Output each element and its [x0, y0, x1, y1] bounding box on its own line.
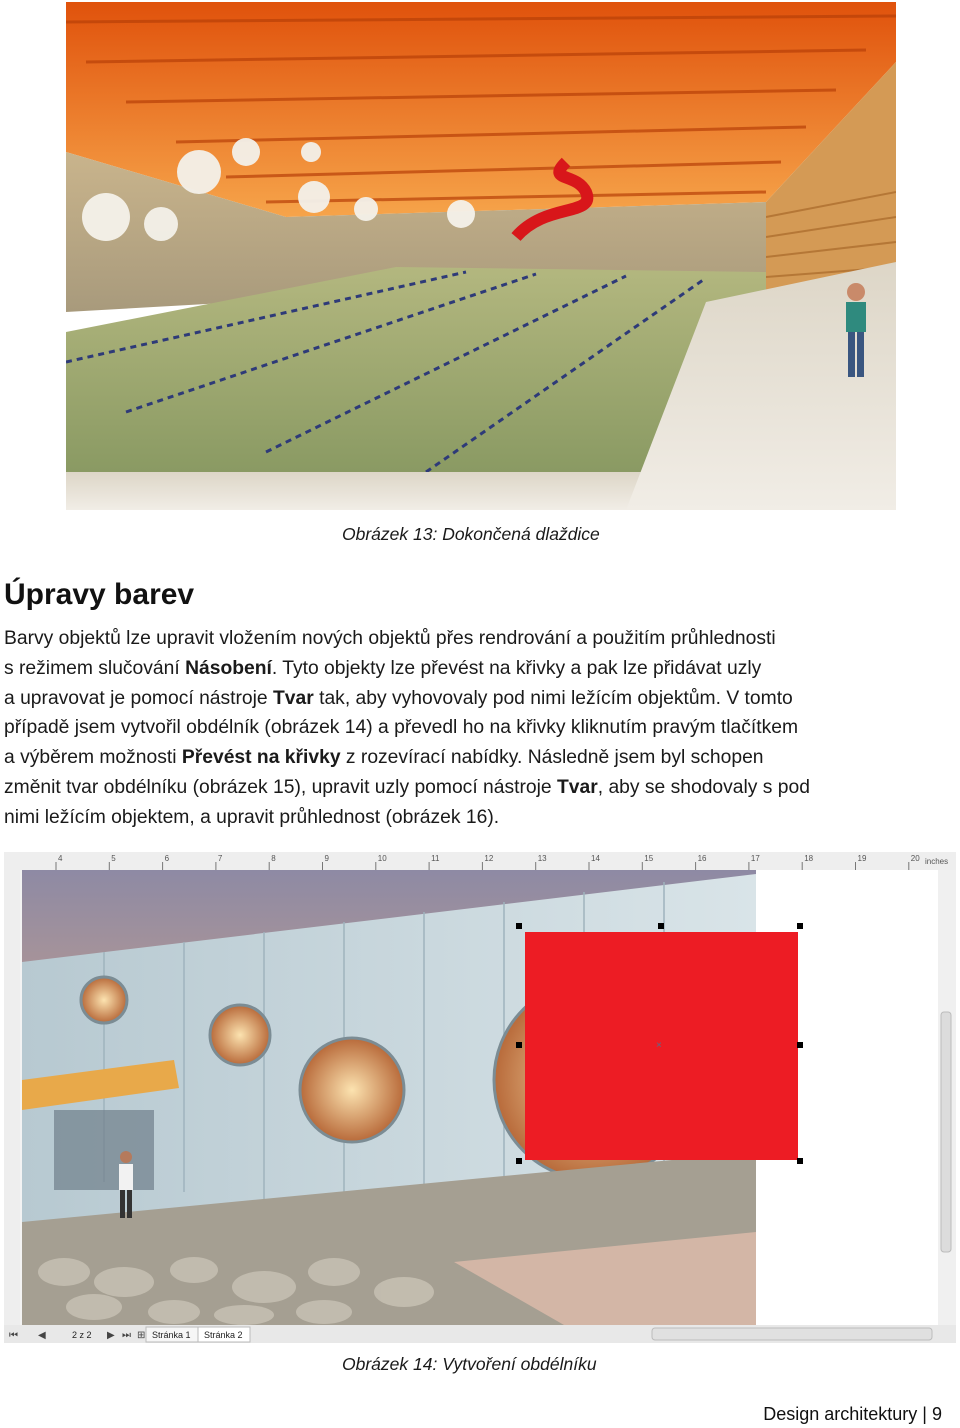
section-heading: Úpravy barev: [4, 578, 195, 611]
ruler-tick-label: 17: [750, 854, 760, 863]
tab-page-1-label: Stránka 1: [152, 1330, 191, 1340]
ruler-tick-label: 5: [111, 854, 116, 863]
text-run: tak, aby vyhovovaly pod nimi ležícím objektům. V tomto: [313, 687, 793, 709]
last-page-icon[interactable]: ⏭: [122, 1330, 131, 1341]
selection-handle[interactable]: [797, 1042, 803, 1048]
text-run: . Tyto objekty lze převést na křivky a pak lze přidávat uzly: [271, 657, 762, 679]
selection-handle[interactable]: [516, 1158, 522, 1164]
ruler-tick-label: 8: [271, 854, 276, 863]
top-ruler[interactable]: [4, 852, 956, 870]
text-run: nimi ležícím objektem, a upravit průhlednost (obrázek 16).: [4, 806, 500, 828]
paragraph-line: [4, 803, 960, 833]
figure-14-caption: Obrázek 14: Vytvoření obdélníku: [342, 1354, 597, 1374]
text-run: , aby se shodovaly s pod: [597, 776, 810, 798]
add-page-icon[interactable]: ⊞: [137, 1330, 146, 1341]
figure-14-editor-screenshot: [4, 852, 956, 1343]
ruler-tick-label: 6: [164, 854, 170, 863]
next-page-icon[interactable]: ▶: [107, 1330, 115, 1341]
ruler-tick-label: 13: [537, 854, 547, 863]
text-run: z rozevírací nabídky. Následně jsem byl schopen: [340, 747, 764, 769]
body-paragraph: [4, 624, 960, 833]
page-counter: 2 z 2: [72, 1330, 92, 1340]
ruler-tick-label: 10: [377, 854, 387, 863]
selection-handle[interactable]: [516, 923, 522, 929]
bold-term: Tvar: [273, 687, 314, 709]
text-run: Barvy objektů lze upravit vložením nových objektů přes rendrování a použitím průhlednosti: [4, 628, 776, 649]
page-footer: Design architektury | 9: [763, 1404, 942, 1424]
ruler-tick-label: 12: [484, 854, 494, 863]
text-run: a upravovat je pomocí nástroje: [4, 687, 274, 709]
ruler-tick-label: 11: [431, 854, 440, 863]
ruler-tick-label: 16: [697, 854, 707, 863]
text-run: případě jsem vytvořil obdélník (obrázek 14) a převedl ho na křivky kliknutím pravým tlačítkem: [4, 717, 799, 739]
ruler-tick-label: 4: [58, 854, 63, 863]
prev-page-icon[interactable]: ◀: [38, 1330, 46, 1341]
selection-handle[interactable]: [797, 923, 803, 929]
bold-term: Násobení: [185, 657, 272, 679]
ruler-unit-label: inches: [925, 857, 949, 866]
text-run: a výběrem možnosti: [4, 747, 182, 769]
bold-term: Tvar: [557, 776, 598, 798]
left-ruler[interactable]: [4, 870, 20, 1325]
figure-13-pool-render: [66, 2, 896, 510]
ruler-tick-label: 7: [217, 854, 223, 863]
paragraph-line: [4, 713, 960, 743]
center-marker: ×: [656, 1040, 662, 1051]
text-run: s režimem slučování: [4, 657, 186, 679]
horizontal-scrollbar[interactable]: [652, 1328, 932, 1340]
paragraph-line: [4, 684, 960, 714]
tab-page-2-label: Stránka 2: [204, 1330, 243, 1340]
paragraph-line: [4, 743, 960, 773]
vertical-scrollbar-thumb[interactable]: [941, 1012, 951, 1252]
ruler-tick-label: 19: [857, 854, 867, 863]
first-page-icon[interactable]: ⏮: [9, 1330, 18, 1341]
selection-handle[interactable]: [516, 1042, 522, 1048]
figure-13-caption: Obrázek 13: Dokončená dlaždice: [342, 524, 600, 544]
selection-handle[interactable]: [658, 923, 664, 929]
ruler-tick-label: 18: [804, 854, 814, 863]
ruler-tick-label: 14: [591, 854, 600, 863]
ruler-tick-label: 9: [324, 854, 329, 863]
bold-term: Převést na křivky: [181, 747, 341, 769]
text-run: změnit tvar obdélníku (obrázek 15), upravit uzly pomocí nástroje: [4, 776, 557, 798]
paragraph-line: [4, 773, 960, 803]
paragraph-line: [4, 654, 960, 684]
selection-handle[interactable]: [797, 1158, 803, 1164]
paragraph-line: [4, 624, 960, 654]
ruler-tick-label: 20: [910, 854, 920, 863]
ruler-tick-label: 15: [644, 854, 654, 863]
